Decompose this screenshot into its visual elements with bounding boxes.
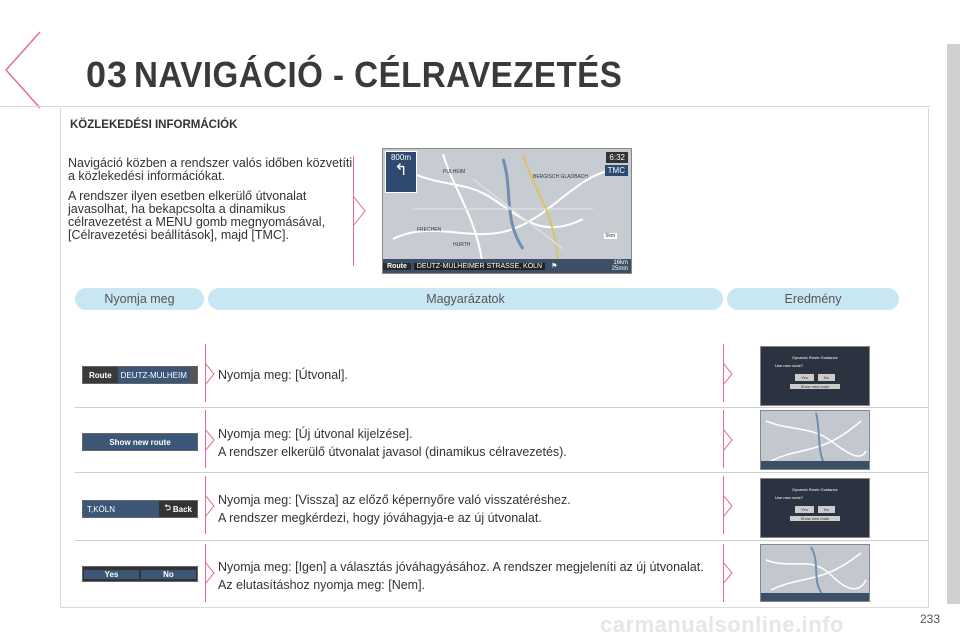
- header-divider: [0, 106, 930, 107]
- col-result: Eredmény: [727, 288, 899, 310]
- clock: 6:32: [606, 152, 628, 163]
- row1-line1: Nyomja meg: [Útvonal].: [218, 368, 348, 382]
- distance-box: [385, 151, 417, 193]
- intro-text: [68, 157, 353, 249]
- row2-result-screen: [760, 410, 870, 470]
- route-button[interactable]: Route: [383, 263, 411, 270]
- tmc-button[interactable]: TMC: [605, 165, 628, 176]
- back-label: Back: [172, 504, 192, 514]
- row3-result-screen: [760, 478, 870, 538]
- yes-label: Yes: [84, 570, 139, 579]
- show-new-route-button-image: [82, 433, 198, 451]
- route-button-label: Route: [83, 367, 118, 383]
- route-street-label: DEUTZ-MULHEIM: [118, 367, 190, 383]
- koln-label: T,KÖLN: [87, 504, 116, 514]
- show-new-route-label: Show new route: [109, 437, 171, 447]
- row3-separator: [75, 540, 929, 541]
- dialog-buttons: [761, 374, 869, 381]
- remaining-info: [612, 260, 628, 272]
- row2-line2: A rendszer elkerülő útvonalat javasol (dinamikus célravezetés).: [218, 445, 567, 459]
- row1-separator: [75, 407, 929, 408]
- back-button-image: [82, 500, 198, 518]
- dialog2-no: No: [818, 506, 835, 513]
- place-frechen: FRECHEN: [417, 227, 442, 233]
- intro-paragraph-1: Navigáció közben a rendszer valós időben közvetíti a közlekedési információkat.: [68, 156, 353, 183]
- intro-chevron: [353, 196, 367, 226]
- turn-arrow-icon: ↰: [394, 162, 408, 179]
- section-title: KÖZLEKEDÉSI INFORMÁCIÓK: [70, 119, 238, 131]
- dialog2-yes: Yes: [795, 506, 814, 513]
- remaining-km: 16km: [613, 260, 628, 266]
- map-bottom-bar: [383, 259, 631, 273]
- col-press: Nyomja meg: [75, 288, 204, 310]
- place-bergisch-gladbach: BERGISCH GLADBACH: [533, 174, 589, 180]
- place-pulheim: PULHEIM: [443, 169, 466, 175]
- page-number: 233: [919, 612, 940, 626]
- row4-result-chevron: [723, 562, 733, 584]
- row3-line2: A rendszer megkérdezi, hogy jóváhagyja-e az új útvonalat.: [218, 511, 542, 525]
- back-label-wrap: [159, 501, 197, 517]
- dialog-question: Use new route?: [775, 363, 804, 368]
- row1-result-screen: [760, 346, 870, 406]
- street-name: DEUTZ-MULHEIMER STRASSE, KOLN: [414, 263, 545, 270]
- chapter-title: NAVIGÁCIÓ - CÉLRAVEZETÉS: [134, 54, 623, 95]
- row4-map-roads: [761, 545, 869, 601]
- remaining-min: 25min: [611, 266, 628, 272]
- row3-line1: Nyomja meg: [Vissza] az előző képernyőre való visszatéréshez.: [218, 493, 571, 507]
- row2-result-chevron: [723, 429, 733, 451]
- row4-result-screen: [760, 544, 870, 602]
- row3-chevron: [205, 495, 215, 517]
- header-chevron: [0, 30, 90, 110]
- dialog2-title: Dynamic Route Guidance: [792, 487, 838, 492]
- side-tab: [947, 44, 960, 604]
- row3-result-chevron: [723, 495, 733, 517]
- row4-chevron: [205, 562, 215, 584]
- dialog-show: Show new route: [790, 384, 840, 389]
- dialog2-question: Use new route?: [775, 495, 804, 500]
- header-underline: [40, 30, 920, 31]
- navigation-map-screen: [382, 148, 632, 274]
- dialog2-show: Show new route: [790, 516, 840, 521]
- distance-value: 800m: [390, 153, 411, 162]
- row2-map-roads: [761, 411, 869, 469]
- place-hurth: HURTH: [453, 242, 471, 248]
- row2-chevron: [205, 429, 215, 451]
- dialog-yes: Yes: [795, 374, 814, 381]
- no-label: No: [141, 570, 196, 579]
- chapter-number: 03: [86, 54, 129, 95]
- col-explanation: Magyarázatok: [208, 288, 723, 310]
- dialog-no: No: [818, 374, 835, 381]
- scale-label: 5km: [605, 233, 615, 239]
- row4-line2: Az elutasításhoz nyomja meg: [Nem].: [218, 578, 426, 592]
- row1-result-chevron: [723, 363, 733, 385]
- row2-separator: [75, 472, 929, 473]
- row1-chevron: [205, 363, 215, 385]
- dialog-title: Dynamic Route Guidance: [792, 355, 838, 360]
- map-roads: [383, 149, 631, 273]
- route-button-image: [82, 366, 198, 384]
- dialog2-buttons: [761, 506, 869, 513]
- back-arrow-icon: ⮌: [164, 503, 171, 512]
- row4-line1: Nyomja meg: [Igen] a választás jóváhagyásához. A rendszer megjeleníti az új útvonalat.: [218, 560, 704, 574]
- flag-icon: ⚑: [551, 263, 558, 270]
- intro-paragraph-2: A rendszer ilyen esetben elkerülő útvonalat javasolhat, ha bekapcsolta a dinamikus célravezetést a MENU gomb megnyomásával, [Célravezetési beállítások], majd [TMC].: [68, 189, 326, 242]
- watermark: carmanualsonline.info: [600, 612, 844, 637]
- row2-line1: Nyomja meg: [Új útvonal kijelzése].: [218, 427, 413, 441]
- yes-no-button-image: [82, 566, 198, 582]
